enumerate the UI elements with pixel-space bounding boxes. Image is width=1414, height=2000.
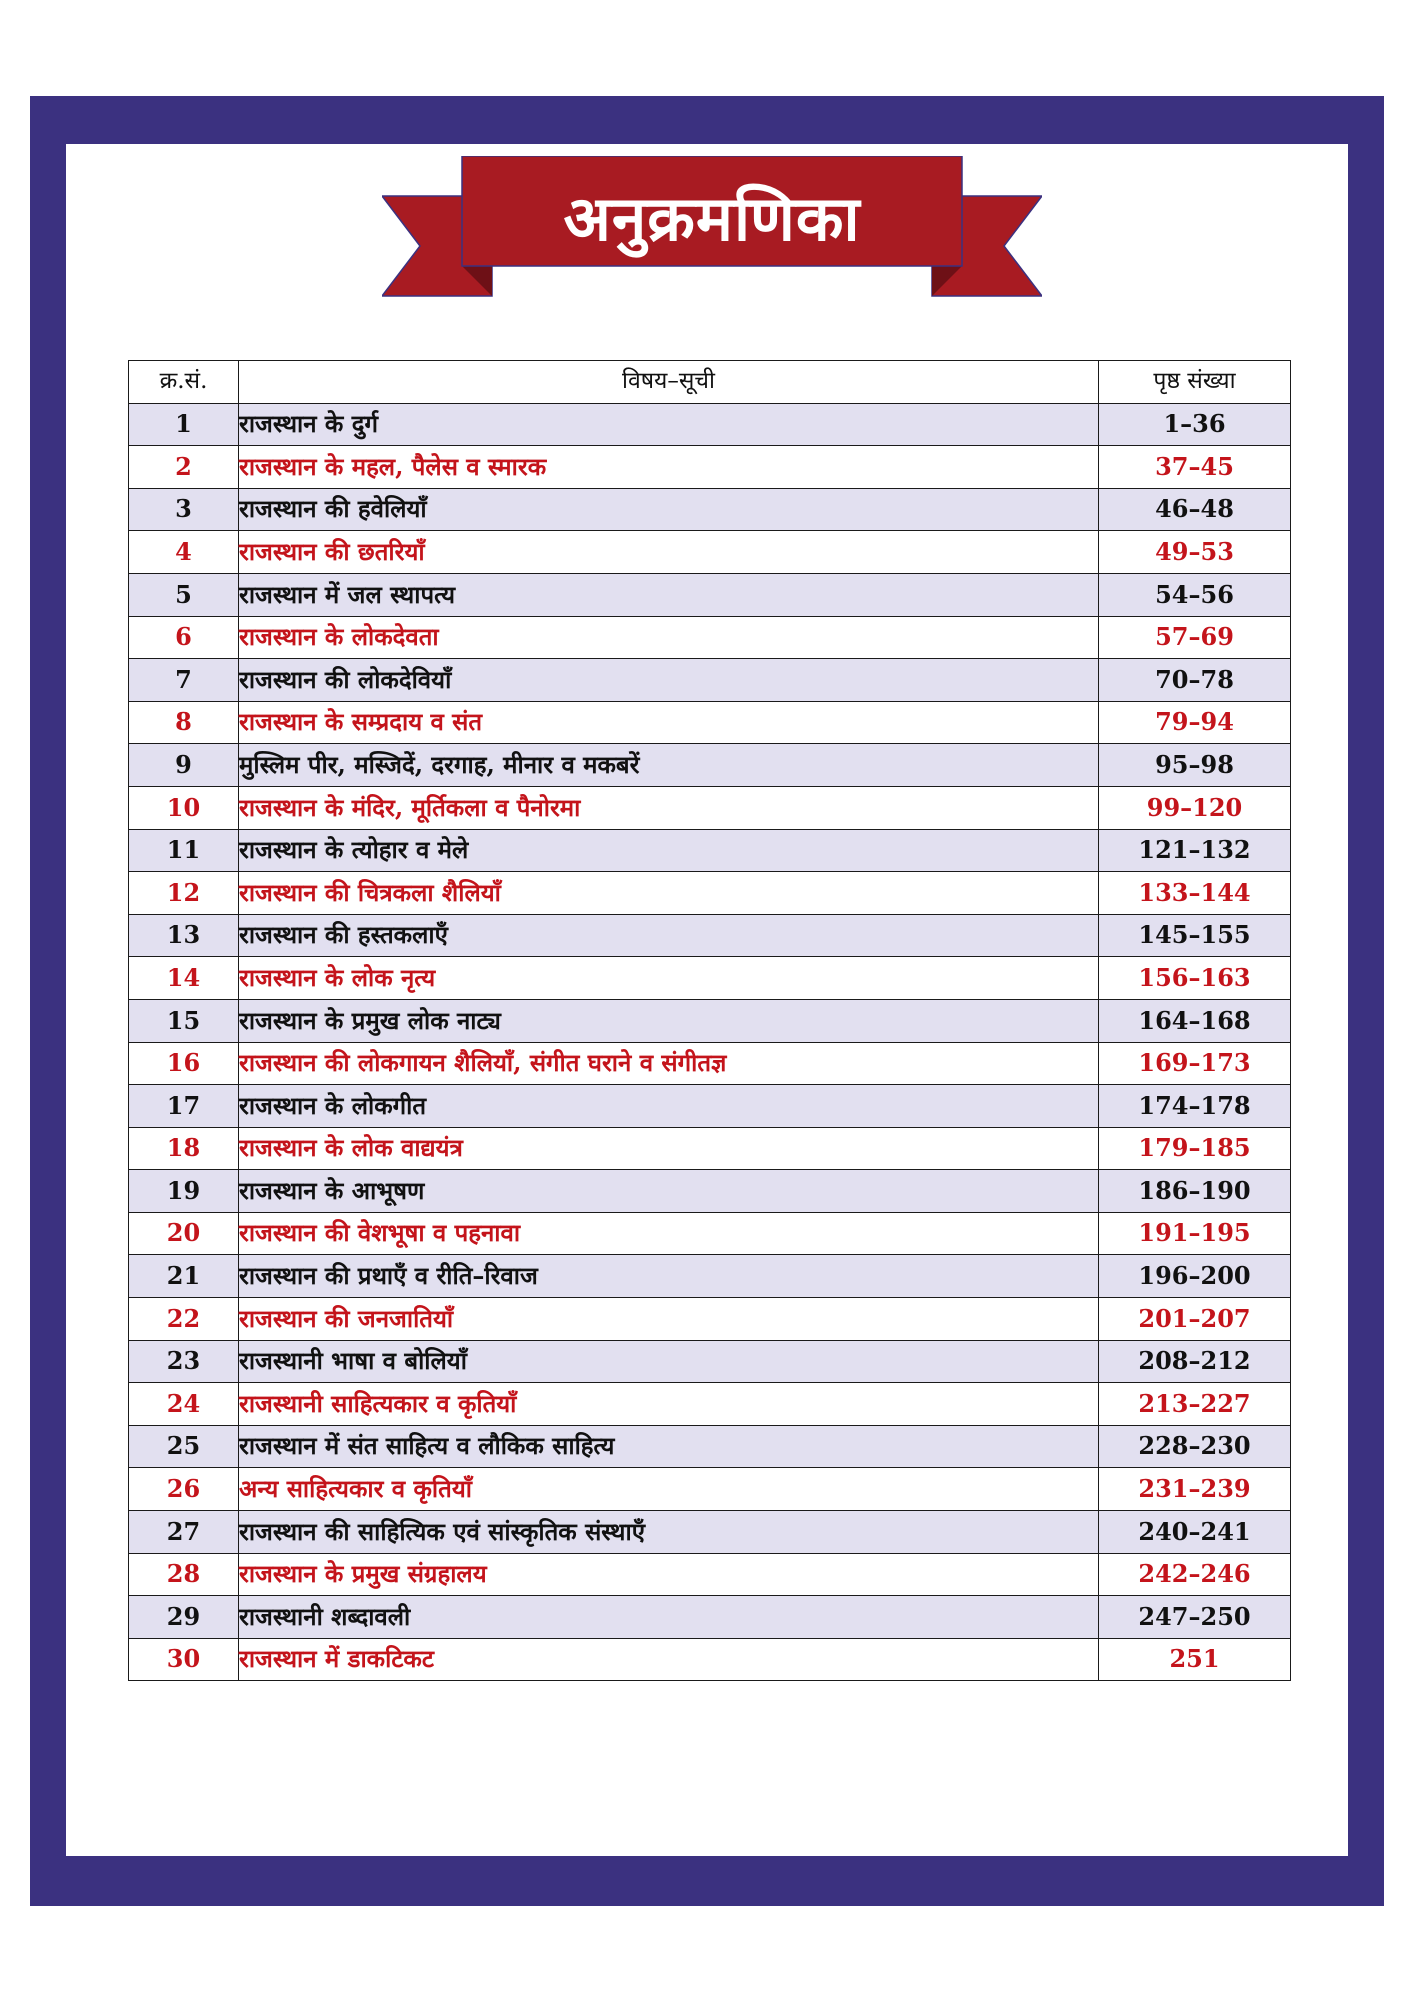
table-row	[129, 573, 1291, 616]
topic-cell: राजस्थान के मंदिर, मूर्तिकला व पैनोरमा	[239, 786, 1099, 829]
page-range-cell: 57–69	[1099, 616, 1291, 659]
table-row	[129, 1340, 1291, 1383]
topic-cell: राजस्थान के महल, पैलेस व स्मारक	[239, 446, 1099, 489]
topic-cell: राजस्थान की हस्तकलाएँ	[239, 914, 1099, 957]
topic-cell: राजस्थान की छतरियाँ	[239, 531, 1099, 574]
topic-cell: राजस्थान में जल स्थापत्य	[239, 573, 1099, 616]
serial-number-cell: 3	[129, 488, 239, 531]
page-range-cell: 37–45	[1099, 446, 1291, 489]
serial-number-cell: 27	[129, 1511, 239, 1554]
page-range-cell: 174–178	[1099, 1085, 1291, 1128]
page-title: अनुक्रमणिका	[563, 182, 861, 255]
page-range-cell: 164–168	[1099, 999, 1291, 1042]
topic-cell: राजस्थान की लोकदेवियाँ	[239, 659, 1099, 702]
topic-cell: मुस्लिम पीर, मस्जिदें, दरगाह, मीनार व मकबरें	[239, 744, 1099, 787]
serial-number-cell: 14	[129, 957, 239, 1000]
table-row	[129, 659, 1291, 702]
table-row	[129, 1085, 1291, 1128]
serial-number-cell: 20	[129, 1212, 239, 1255]
serial-number-cell: 24	[129, 1383, 239, 1426]
page-range-cell: 169–173	[1099, 1042, 1291, 1085]
page-range-cell: 70–78	[1099, 659, 1291, 702]
topic-cell: राजस्थान के दुर्ग	[239, 403, 1099, 446]
serial-number-cell: 26	[129, 1468, 239, 1511]
page-range-cell: 228–230	[1099, 1425, 1291, 1468]
table-row	[129, 957, 1291, 1000]
table-row	[129, 786, 1291, 829]
serial-number-cell: 16	[129, 1042, 239, 1085]
table-row	[129, 1042, 1291, 1085]
page-range-cell: 121–132	[1099, 829, 1291, 872]
page-range-cell: 196–200	[1099, 1255, 1291, 1298]
serial-number-cell: 4	[129, 531, 239, 574]
serial-number-cell: 19	[129, 1170, 239, 1213]
table-row	[129, 1425, 1291, 1468]
page-border-frame	[30, 96, 1384, 1906]
serial-number-cell: 29	[129, 1596, 239, 1639]
table-row	[129, 999, 1291, 1042]
serial-number-cell: 9	[129, 744, 239, 787]
serial-number-cell: 12	[129, 872, 239, 915]
page-range-cell: 208–212	[1099, 1340, 1291, 1383]
serial-number-cell: 8	[129, 701, 239, 744]
serial-number-cell: 30	[129, 1638, 239, 1681]
table-row	[129, 1596, 1291, 1639]
page-range-cell: 191–195	[1099, 1212, 1291, 1255]
table-row	[129, 829, 1291, 872]
serial-column-header: क्र.सं.	[129, 361, 239, 404]
table-row	[129, 616, 1291, 659]
table-row	[129, 872, 1291, 915]
page-range-cell: 49–53	[1099, 531, 1291, 574]
topic-cell: राजस्थान में डाकटिकट	[239, 1638, 1099, 1681]
page-range-cell: 201–207	[1099, 1298, 1291, 1341]
page-range-cell: 46–48	[1099, 488, 1291, 531]
page-range-cell: 79–94	[1099, 701, 1291, 744]
topic-cell: अन्य साहित्यकार व कृतियाँ	[239, 1468, 1099, 1511]
serial-number-cell: 10	[129, 786, 239, 829]
page-range-cell: 145–155	[1099, 914, 1291, 957]
topic-cell: राजस्थानी भाषा व बोलियाँ	[239, 1340, 1099, 1383]
serial-number-cell: 11	[129, 829, 239, 872]
serial-number-cell: 28	[129, 1553, 239, 1596]
pages-column-header: पृष्ठ संख्या	[1099, 361, 1291, 404]
table-body	[129, 403, 1291, 1681]
serial-number-cell: 23	[129, 1340, 239, 1383]
topic-cell: राजस्थान की लोकगायन शैलियाँ, संगीत घराने व संगीतज्ञ	[239, 1042, 1099, 1085]
table-row	[129, 1212, 1291, 1255]
topic-cell: राजस्थान की साहित्यिक एवं सांस्कृतिक संस्थाएँ	[239, 1511, 1099, 1554]
topic-cell: राजस्थान की जनजातियाँ	[239, 1298, 1099, 1341]
serial-number-cell: 25	[129, 1425, 239, 1468]
topic-cell: राजस्थानी साहित्यकार व कृतियाँ	[239, 1383, 1099, 1426]
table-row	[129, 914, 1291, 957]
serial-number-cell: 5	[129, 573, 239, 616]
page-range-cell: 240–241	[1099, 1511, 1291, 1554]
page-range-cell: 247–250	[1099, 1596, 1291, 1639]
topic-cell: राजस्थान की हवेलियाँ	[239, 488, 1099, 531]
topic-cell: राजस्थान के सम्प्रदाय व संत	[239, 701, 1099, 744]
table-row	[129, 744, 1291, 787]
topic-cell: राजस्थान की वेशभूषा व पहनावा	[239, 1212, 1099, 1255]
serial-number-cell: 2	[129, 446, 239, 489]
serial-number-cell: 13	[129, 914, 239, 957]
topic-cell: राजस्थानी शब्दावली	[239, 1596, 1099, 1639]
topic-cell: राजस्थान के लोकदेवता	[239, 616, 1099, 659]
table-row	[129, 1298, 1291, 1341]
page-range-cell: 54–56	[1099, 573, 1291, 616]
topic-column-header: विषय–सूची	[239, 361, 1099, 404]
topic-cell: राजस्थान के त्योहार व मेले	[239, 829, 1099, 872]
serial-number-cell: 7	[129, 659, 239, 702]
page-range-cell: 213–227	[1099, 1383, 1291, 1426]
page-range-cell: 99–120	[1099, 786, 1291, 829]
serial-number-cell: 22	[129, 1298, 239, 1341]
serial-number-cell: 17	[129, 1085, 239, 1128]
page-range-cell: 242–246	[1099, 1553, 1291, 1596]
page-range-cell: 179–185	[1099, 1127, 1291, 1170]
page-range-cell: 231–239	[1099, 1468, 1291, 1511]
table-row	[129, 1127, 1291, 1170]
topic-cell: राजस्थान की प्रथाएँ व रीति–रिवाज	[239, 1255, 1099, 1298]
serial-number-cell: 1	[129, 403, 239, 446]
topic-cell: राजस्थान में संत साहित्य व लौकिक साहित्य	[239, 1425, 1099, 1468]
table-row	[129, 531, 1291, 574]
topic-cell: राजस्थान के लोकगीत	[239, 1085, 1099, 1128]
page-range-cell: 186–190	[1099, 1170, 1291, 1213]
serial-number-cell: 15	[129, 999, 239, 1042]
table-row	[129, 1383, 1291, 1426]
topic-cell: राजस्थान के लोक नृत्य	[239, 957, 1099, 1000]
serial-number-cell: 6	[129, 616, 239, 659]
serial-number-cell: 18	[129, 1127, 239, 1170]
table-row	[129, 1255, 1291, 1298]
serial-number-cell: 21	[129, 1255, 239, 1298]
topic-cell: राजस्थान के प्रमुख संग्रहालय	[239, 1553, 1099, 1596]
table-row	[129, 488, 1291, 531]
page-range-cell: 95–98	[1099, 744, 1291, 787]
page-content-area	[66, 144, 1348, 1856]
table-row	[129, 1468, 1291, 1511]
topic-cell: राजस्थान के लोक वाद्ययंत्र	[239, 1127, 1099, 1170]
topic-cell: राजस्थान के आभूषण	[239, 1170, 1099, 1213]
topic-cell: राजस्थान के प्रमुख लोक नाट्य	[239, 999, 1099, 1042]
table-row	[129, 1511, 1291, 1554]
table-row	[129, 1553, 1291, 1596]
table-row	[129, 1170, 1291, 1213]
table-row	[129, 1638, 1291, 1681]
table-of-contents	[128, 360, 1291, 1681]
table-header-row	[129, 361, 1291, 404]
title-banner	[382, 156, 1042, 306]
topic-cell: राजस्थान की चित्रकला शैलियाँ	[239, 872, 1099, 915]
page-range-cell: 156–163	[1099, 957, 1291, 1000]
page-range-cell: 1–36	[1099, 403, 1291, 446]
table-row	[129, 701, 1291, 744]
table-row	[129, 403, 1291, 446]
page-range-cell: 251	[1099, 1638, 1291, 1681]
page-range-cell: 133–144	[1099, 872, 1291, 915]
table-row	[129, 446, 1291, 489]
